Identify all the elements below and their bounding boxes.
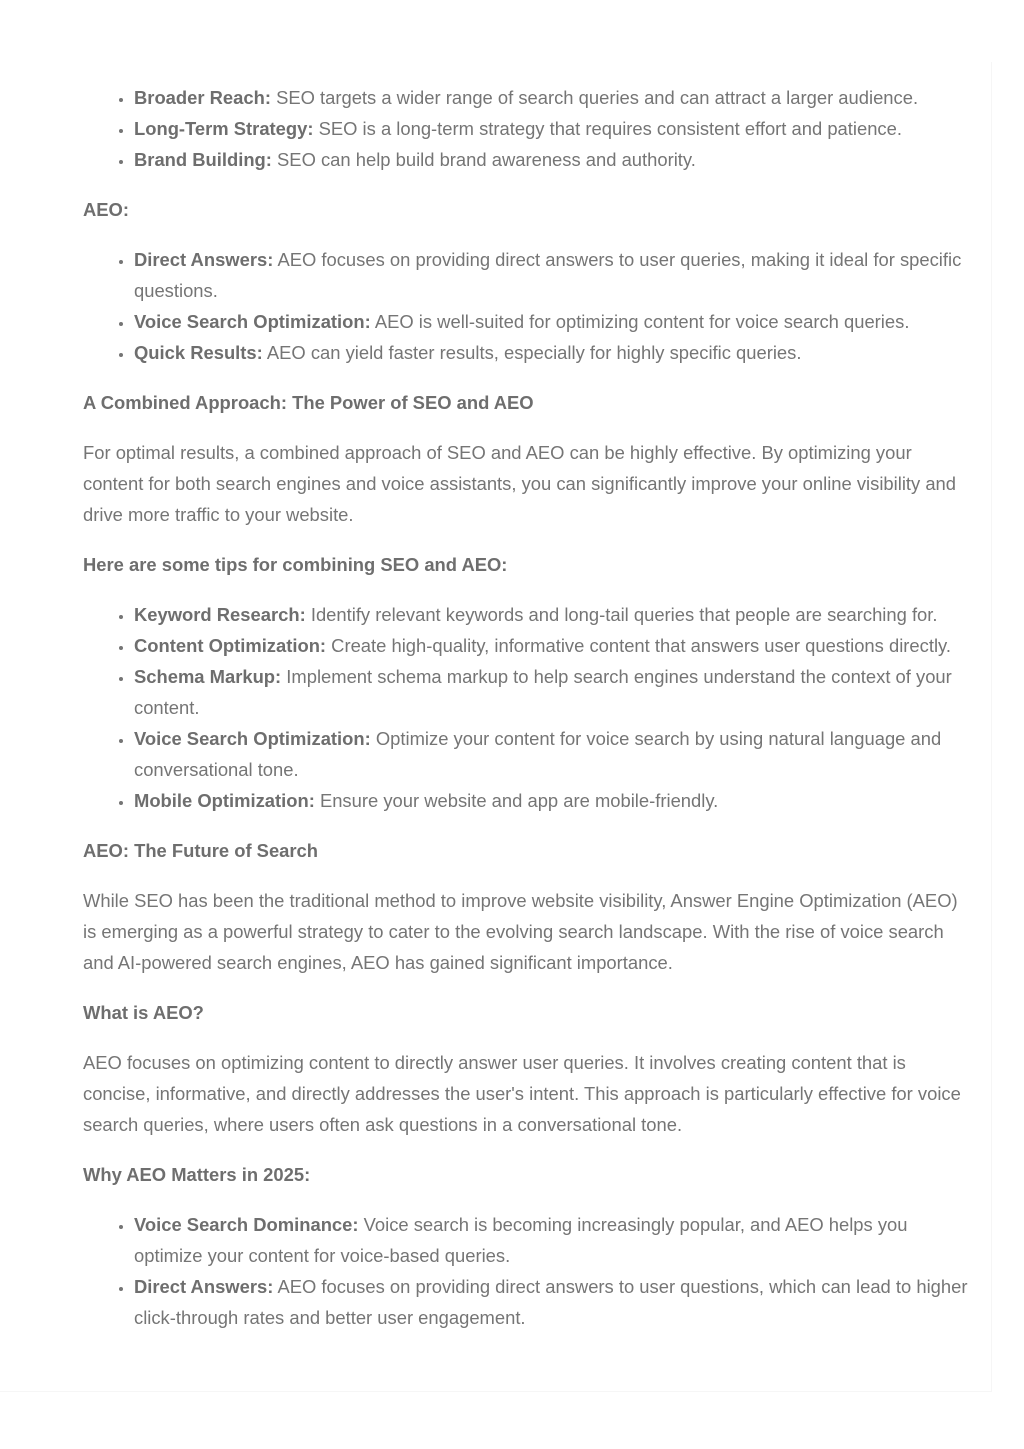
list-item bbox=[134, 1271, 973, 1333]
list-item-term: Voice Search Dominance: bbox=[134, 1214, 359, 1235]
aeo-benefits-list bbox=[83, 244, 973, 368]
list-item bbox=[134, 144, 973, 175]
list-item-term: Long-Term Strategy: bbox=[134, 118, 314, 139]
list-item-text: Create high-quality, informative content that answers user questions directly. bbox=[326, 635, 951, 656]
list-item-term: Broader Reach: bbox=[134, 87, 271, 108]
what-is-aeo-heading: What is AEO? bbox=[83, 1002, 204, 1023]
list-item-text: SEO can help build brand awareness and authority. bbox=[271, 149, 696, 170]
future-of-search-heading: AEO: The Future of Search bbox=[83, 840, 319, 861]
list-item bbox=[134, 630, 973, 661]
list-item-term: Quick Results: bbox=[134, 342, 263, 363]
list-item bbox=[134, 113, 973, 144]
list-item bbox=[134, 82, 973, 113]
list-item bbox=[134, 306, 973, 337]
why-aeo-matters-heading: Why AEO Matters in 2025: bbox=[83, 1164, 311, 1185]
list-item-term: Direct Answers: bbox=[134, 1276, 274, 1297]
list-item-text: Implement schema markup to help search engines understand the context of your content. bbox=[134, 666, 952, 718]
future-of-search-paragraph: While SEO has been the traditional method to improve website visibility, Answer Engine Optimization (AEO) is emerging as a powerful strategy to cater to the evolving search landscape. With the rise of voice search and AI-powered search engines, AEO has gained significant importance. bbox=[83, 890, 958, 973]
combined-approach-heading: A Combined Approach: The Power of SEO and AEO bbox=[83, 392, 534, 413]
list-item-term: Brand Building: bbox=[134, 149, 272, 170]
list-item-text: AEO focuses on providing direct answers to user queries, making it ideal for specific questions. bbox=[134, 249, 962, 301]
tips-list bbox=[83, 599, 973, 816]
list-item-term: Direct Answers: bbox=[134, 249, 274, 270]
aeo-heading: AEO: bbox=[83, 199, 129, 220]
list-item bbox=[134, 723, 973, 785]
list-item-text: AEO can yield faster results, especially for highly specific queries. bbox=[262, 342, 802, 363]
list-item-text: Optimize your content for voice search by using natural language and conversational tone. bbox=[134, 728, 942, 780]
list-item-text: SEO targets a wider range of search queries and can attract a larger audience. bbox=[270, 87, 919, 108]
list-item-text: AEO is well-suited for optimizing content for voice search queries. bbox=[370, 311, 910, 332]
list-item bbox=[134, 337, 973, 368]
article-content bbox=[83, 82, 973, 1333]
list-item-term: Mobile Optimization: bbox=[134, 790, 315, 811]
seo-benefits-list bbox=[83, 82, 973, 175]
list-item-text: Voice search is becoming increasingly popular, and AEO helps you optimize your content for voice-based queries. bbox=[134, 1214, 908, 1266]
list-item-term: Content Optimization: bbox=[134, 635, 327, 656]
list-item bbox=[134, 244, 973, 306]
list-item bbox=[134, 599, 973, 630]
list-item-term: Keyword Research: bbox=[134, 604, 306, 625]
list-item-term: Voice Search Optimization: bbox=[134, 311, 371, 332]
list-item-text: SEO is a long-term strategy that requires consistent effort and patience. bbox=[313, 118, 902, 139]
why-aeo-list bbox=[83, 1209, 973, 1333]
list-item bbox=[134, 785, 973, 816]
list-item-text: Identify relevant keywords and long-tail queries that people are searching for. bbox=[305, 604, 938, 625]
tips-heading: Here are some tips for combining SEO and AEO: bbox=[83, 554, 508, 575]
list-item-text: Ensure your website and app are mobile-friendly. bbox=[314, 790, 719, 811]
list-item bbox=[134, 1209, 973, 1271]
combined-approach-paragraph: For optimal results, a combined approach of SEO and AEO can be highly effective. By optimizing your content for both search engines and voice assistants, you can significantly improve your online visibility and drive more traffic to your website. bbox=[83, 442, 957, 525]
list-item-term: Voice Search Optimization: bbox=[134, 728, 371, 749]
list-item-text: AEO focuses on providing direct answers to user questions, which can lead to higher click-through rates and better user engagement. bbox=[134, 1276, 968, 1328]
what-is-aeo-paragraph: AEO focuses on optimizing content to directly answer user queries. It involves creating content that is concise, informative, and directly addresses the user's intent. This approach is particularly effective for voice search queries, where users often ask questions in a conversational tone. bbox=[83, 1052, 961, 1135]
list-item bbox=[134, 661, 973, 723]
list-item-term: Schema Markup: bbox=[134, 666, 282, 687]
